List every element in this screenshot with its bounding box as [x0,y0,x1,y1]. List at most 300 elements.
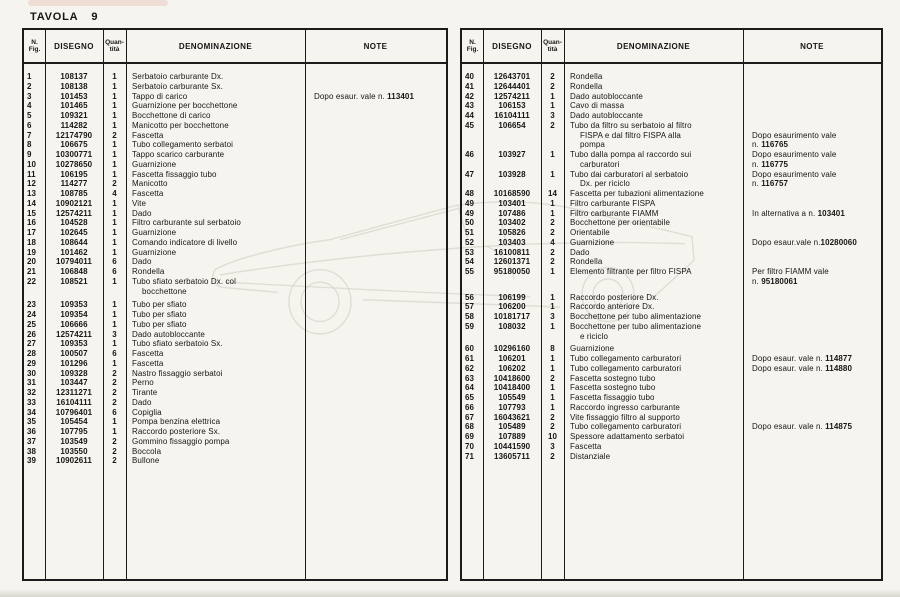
fig-number-cell: 57 [465,302,475,312]
note-cell [305,447,446,457]
fig-number-cell: 35 [27,417,37,427]
fig-number-cell: 2 [27,81,32,91]
denomination-cell: Tubo collegamento carburatori [570,363,682,373]
note-cell [743,383,881,393]
fig-number-cell: 37 [27,436,37,446]
fig-number-cell: 12 [27,179,37,189]
note-cell [305,456,446,466]
disegno-number-cell: 101462 [60,247,88,257]
denomination-cell: Rondella [132,267,165,276]
note-cell [305,378,446,388]
quantity-cell: 2 [112,388,117,397]
table-row [462,121,881,150]
note-cell [305,170,446,180]
quantity-cell: 4 [550,237,555,247]
fig-number-cell: 11 [27,169,36,179]
denomination-cell: Filtro carburante FISPA [570,198,656,208]
fig-number-cell: 32 [27,388,37,397]
note-cell [743,111,881,121]
fig-number-cell: 16 [27,218,37,228]
fig-number-cell: 31 [27,378,37,388]
table-row [24,456,446,466]
disegno-number-cell: 16100811 [494,247,530,257]
fig-number-cell: 18 [27,237,37,247]
col-header-note: NOTE [363,41,388,51]
table-row [462,111,881,121]
denomination-cell: Filtro carburante FIAMM [570,208,659,218]
fig-number-cell: 50 [465,218,475,228]
quantity-cell: 1 [112,228,117,237]
disegno-number-cell: 106153 [498,101,526,111]
disegno-number-cell: 12574211 [494,91,530,101]
column-divider [483,30,484,579]
denomination-cell: Fascetta [132,349,164,358]
disegno-number-cell: 108137 [60,72,88,81]
disegno-number-cell: 108032 [498,321,526,331]
quantity-cell: 2 [112,378,117,388]
quantity-cell: 1 [550,267,555,276]
disegno-number-cell: 13605711 [494,451,530,461]
column-divider [564,30,565,579]
quantity-cell: 3 [550,111,555,120]
quantity-cell: 1 [112,91,117,101]
quantity-cell: 2 [550,72,555,81]
denomination-cell: Serbatoio carburante Dx. [132,72,224,81]
disegno-number-cell: 10278650 [55,159,93,169]
denomination-cell: Tubo collegamento carburatori [570,422,682,432]
note-cell [743,293,881,303]
column-divider [45,30,46,579]
denomination-cell: Spessore adattamento serbatoi [570,432,685,441]
disegno-number-cell: 101465 [60,101,88,111]
table-row [462,422,881,432]
fig-number-cell: 67 [465,412,475,422]
fig-number-cell: 39 [27,456,37,466]
note-cell: Dopo esaur. vale n. 114880 [752,363,853,373]
quantity-cell: 2 [550,81,555,91]
denomination-cell: Rondella [570,72,603,81]
fig-number-cell: 44 [465,111,475,120]
table-row [24,349,446,359]
disegno-number-cell: 101453 [60,91,88,101]
quantity-cell: 1 [112,111,117,120]
quantity-cell: 3 [550,312,555,321]
table-row [24,72,446,82]
quantity-cell: 3 [112,329,117,339]
denomination-cell: Fascetta [132,189,164,198]
denomination-cell: Rondella [570,257,603,267]
denomination-cell: Fascetta fissaggio tubo [570,393,655,402]
note-cell [743,312,881,322]
quantity-cell: 1 [550,292,555,302]
denomination-cell: Tubo per sfiato [132,300,187,310]
quantity-cell: 1 [550,321,555,331]
column-divider [743,30,744,579]
table-row [24,170,446,180]
disegno-number-cell: 103549 [60,436,88,446]
col-header-note: NOTE [800,41,824,51]
table-row [462,170,881,190]
denomination-cell: Tubo dalla pompa al raccordo sui carburatori [570,150,692,169]
table-row [462,72,881,82]
table-row [462,354,881,364]
quantity-cell: 4 [112,189,117,198]
table-row [24,101,446,111]
note-cell: Dopo esaurimento vale n. 116765 [752,130,837,150]
fig-number-cell: 28 [27,349,37,358]
note-cell [743,374,881,384]
note-cell [743,322,881,342]
quantity-cell: 1 [112,339,117,349]
fig-number-cell: 46 [465,150,475,159]
quantity-cell: 1 [112,81,117,91]
quantity-cell: 2 [112,397,117,407]
denomination-cell: Fascetta sostegno tubo [570,373,656,383]
note-cell [305,437,446,447]
table-row [462,393,881,403]
denomination-cell: Guarnizione per bocchettone [132,101,238,111]
quantity-cell: 1 [550,393,555,402]
quantity-cell: 2 [550,228,555,237]
table-row [24,398,446,408]
table-row [24,82,446,92]
table-row [462,312,881,322]
table-row [24,339,446,349]
table-row [462,238,881,248]
denomination-cell: Guarnizione [132,159,177,169]
table-row [24,310,446,320]
denomination-cell: Copiglia [132,407,162,417]
denomination-cell: Pompa benzina elettrica [132,417,221,427]
note-cell: In alternativa a n. 103401 [752,208,845,218]
quantity-cell: 1 [112,198,117,208]
fig-number-cell: 64 [465,383,475,393]
table-row [24,140,446,150]
fig-number-cell: 38 [27,446,37,456]
col-header-fig: N. Fig. [28,38,41,53]
disegno-number-cell: 108521 [60,276,88,286]
quantity-cell: 2 [112,436,117,446]
table-row [462,293,881,303]
fig-number-cell: 66 [465,402,475,412]
fig-number-cell: 4 [27,101,32,111]
denomination-cell: Dado autobloccante [132,329,205,339]
quantity-cell: 1 [112,159,117,169]
note-cell [305,369,446,379]
fig-number-cell: 25 [27,319,37,329]
quantity-cell: 1 [550,169,555,179]
disegno-number-cell: 10902611 [56,456,92,466]
note-cell [743,393,881,403]
denomination-cell: Guarnizione [132,247,177,257]
fig-number-cell: 23 [27,300,37,310]
fig-number-cell: 30 [27,368,37,378]
disegno-number-cell: 10181717 [493,312,531,321]
disegno-number-cell: 10168590 [493,189,531,198]
table-row [24,267,446,277]
note-cell: Dopo esaur. vale n. 114875 [752,422,853,432]
table-row [24,179,446,189]
parts-table-right [460,28,883,581]
disegno-number-cell: 108644 [60,237,88,247]
table-row [462,92,881,102]
fig-number-cell: 43 [465,101,475,111]
col-header-qty: Quan- tità [543,38,562,53]
denomination-cell: Comando indicatore di livello [132,237,238,247]
quantity-cell: 2 [550,412,555,422]
quantity-cell: 2 [550,257,555,267]
note-cell [305,388,446,398]
table-row [24,378,446,388]
quantity-cell: 1 [112,237,117,247]
table-row [462,403,881,413]
page-edge-shadow [0,589,900,597]
disegno-number-cell: 10794011 [56,257,92,267]
note-cell [743,72,881,82]
denomination-cell: Tubo collegamento carburatori [570,354,682,363]
note-cell [305,131,446,141]
denomination-cell: Fascetta [132,130,164,140]
col-header-disegno: DISEGNO [54,41,94,51]
fig-number-cell: 42 [465,91,475,101]
col-header-fig: N. Fig. [466,38,479,53]
disegno-number-cell: 109328 [60,368,88,378]
note-cell [305,398,446,408]
quantity-cell: 1 [550,302,555,312]
note-cell [743,248,881,258]
note-cell [305,427,446,437]
denomination-cell: Guarnizione [570,344,615,354]
fig-number-cell: 47 [465,169,475,179]
disegno-number-cell: 103927 [498,150,526,159]
table-row [24,257,446,267]
table-row [462,199,881,209]
denomination-cell: Vite [132,198,147,208]
fig-number-cell: 60 [465,344,475,354]
disegno-number-cell: 12601371 [493,257,531,267]
denomination-cell: Dado autobloccante [570,111,643,120]
quantity-cell: 6 [112,257,117,267]
parts-table-left [22,28,448,581]
quantity-cell: 1 [550,208,555,218]
table-row [462,218,881,228]
denomination-cell: Fascetta [132,358,164,368]
quantity-cell: 1 [550,150,555,159]
disegno-number-cell: 12643701 [493,72,531,81]
table-row [24,359,446,369]
table-body [462,64,881,461]
disegno-number-cell: 114277 [60,179,88,189]
table-row [24,189,446,199]
fig-number-cell: 29 [27,358,37,368]
table-row [462,442,881,452]
table-row [462,374,881,384]
page-title [30,11,98,23]
table-row [24,330,446,340]
table-row [24,160,446,170]
fig-number-cell: 13 [27,189,37,198]
note-cell [743,413,881,423]
disegno-number-cell: 102645 [60,228,88,237]
fig-number-cell: 27 [27,339,37,349]
note-cell [305,277,446,297]
fig-number-cell: 24 [27,310,37,319]
disegno-number-cell: 103447 [60,378,88,388]
disegno-number-cell: 114282 [60,120,88,130]
note-cell [743,218,881,228]
quantity-cell: 2 [550,218,555,228]
denomination-cell: Fascetta [570,441,602,451]
disegno-number-cell: 16104111 [56,397,92,407]
quantity-cell: 1 [112,427,117,436]
col-header-denominazione: DENOMINAZIONE [616,41,691,51]
note-cell [305,72,446,82]
disegno-number-cell: 105826 [498,228,526,237]
note-cell [305,111,446,121]
fig-number-cell: 36 [27,427,37,436]
column-divider [305,30,306,579]
column-divider [103,30,104,579]
denomination-cell: Raccordo ingresso carburante [570,402,680,412]
denomination-cell: Vite fissaggio filtro al supporto [570,412,680,422]
disegno-number-cell: 109353 [60,300,88,310]
note-cell: Dopo esaur.vale n.10280060 [752,237,857,247]
quantity-cell: 1 [112,120,117,130]
denomination-cell: Fascetta fissaggio tubo [132,169,217,179]
table-row [462,82,881,92]
disegno-number-cell: 12644401 [493,81,531,91]
quantity-cell: 10 [547,432,558,441]
table-row [24,121,446,131]
table-row [24,111,446,121]
quantity-cell: 1 [112,140,117,150]
fig-number-cell: 52 [465,237,475,247]
disegno-number-cell: 12311271 [56,388,92,397]
note-cell [305,199,446,209]
quantity-cell: 2 [112,368,117,378]
table-row [24,369,446,379]
fig-number-cell: 34 [27,407,37,417]
fig-number-cell: 56 [465,292,475,302]
table-row [462,452,881,462]
table-row [462,432,881,442]
table-row [24,238,446,248]
disegno-number-cell: 106201 [498,354,526,363]
table-row [462,267,881,287]
fig-number-cell: 53 [465,247,475,257]
table-row [462,150,881,170]
denomination-cell: Rondella [570,81,603,91]
disegno-number-cell: 106199 [498,292,526,302]
disegno-number-cell: 100507 [60,349,88,358]
table-row [462,322,881,342]
quantity-cell: 8 [550,344,555,354]
disegno-number-cell: 95180050 [493,267,531,276]
disegno-number-cell: 106195 [60,169,88,179]
fig-number-cell: 40 [465,72,475,81]
note-cell: Dopo esaur. vale n. 113401 [314,91,415,101]
disegno-number-cell: 10296160 [493,344,531,354]
fig-number-cell: 14 [27,198,37,208]
disegno-number-cell: 10418600 [493,373,531,383]
quantity-cell: 2 [550,422,555,432]
fig-number-cell: 51 [465,228,475,237]
quantity-cell: 1 [550,91,555,101]
quantity-cell: 2 [550,247,555,257]
note-cell [743,228,881,238]
disegno-number-cell: 10796401 [55,407,93,417]
table-row [462,248,881,258]
disegno-number-cell: 107795 [60,427,88,436]
note-cell [743,82,881,92]
quantity-cell: 1 [112,300,117,310]
disegno-number-cell: 106848 [60,267,88,276]
disegno-number-cell: 105454 [60,417,88,427]
table-header [462,30,881,64]
table-row [462,413,881,423]
note-cell [305,101,446,111]
col-header-disegno: DISEGNO [492,41,532,51]
disegno-number-cell: 16043621 [493,412,531,422]
fig-number-cell: 19 [27,247,37,257]
denomination-cell: Orientabile [570,228,610,237]
fig-number-cell: 20 [27,257,37,267]
fig-number-cell: 6 [27,120,32,130]
denomination-cell: Dado autobloccante [570,91,643,101]
quantity-cell: 1 [550,101,555,111]
fig-number-cell: 55 [465,267,475,276]
disegno-number-cell: 106202 [498,363,526,373]
denomination-cell: Bocchettone di carico [132,111,211,120]
quantity-cell: 2 [112,456,117,466]
note-cell [305,228,446,238]
fig-number-cell: 49 [465,198,475,208]
disegno-number-cell: 10441590 [493,441,531,451]
col-header-denominazione: DENOMINAZIONE [178,41,253,51]
fig-number-cell: 54 [465,257,475,267]
quantity-cell: 1 [112,101,117,111]
denomination-cell: Tubo collegamento serbatoi [132,140,234,150]
denomination-cell: Tappo di carico [132,91,188,101]
note-cell [305,218,446,228]
note-cell [305,408,446,418]
table-row [24,199,446,209]
fig-number-cell: 71 [465,451,475,461]
note-cell [743,442,881,452]
denomination-cell: Distanziale [570,451,611,461]
denomination-cell: Bocchettone per tubo alimentazione [570,312,702,321]
disegno-number-cell: 109353 [60,339,88,349]
table-row [24,427,446,437]
denomination-cell: Raccordo posteriore Dx. [570,292,659,302]
note-cell: Per filtro FIAMM vale n. 95180061 [752,267,829,286]
fig-number-cell: 68 [465,422,475,432]
denomination-cell: Dado [132,397,152,407]
disegno-number-cell: 109354 [60,310,88,319]
fig-number-cell: 41 [465,81,475,91]
quantity-cell: 1 [550,402,555,412]
disegno-number-cell: 103403 [498,237,526,247]
table-row [24,447,446,457]
quantity-cell: 1 [550,363,555,373]
fig-number-cell: 48 [465,189,475,198]
quantity-cell: 6 [112,267,117,276]
disegno-number-cell: 107793 [498,402,526,412]
table-row [462,101,881,111]
note-cell [305,267,446,277]
disegno-number-cell: 12574211 [56,208,92,218]
denomination-cell: Nastro fissaggio serbatoi [132,368,223,378]
